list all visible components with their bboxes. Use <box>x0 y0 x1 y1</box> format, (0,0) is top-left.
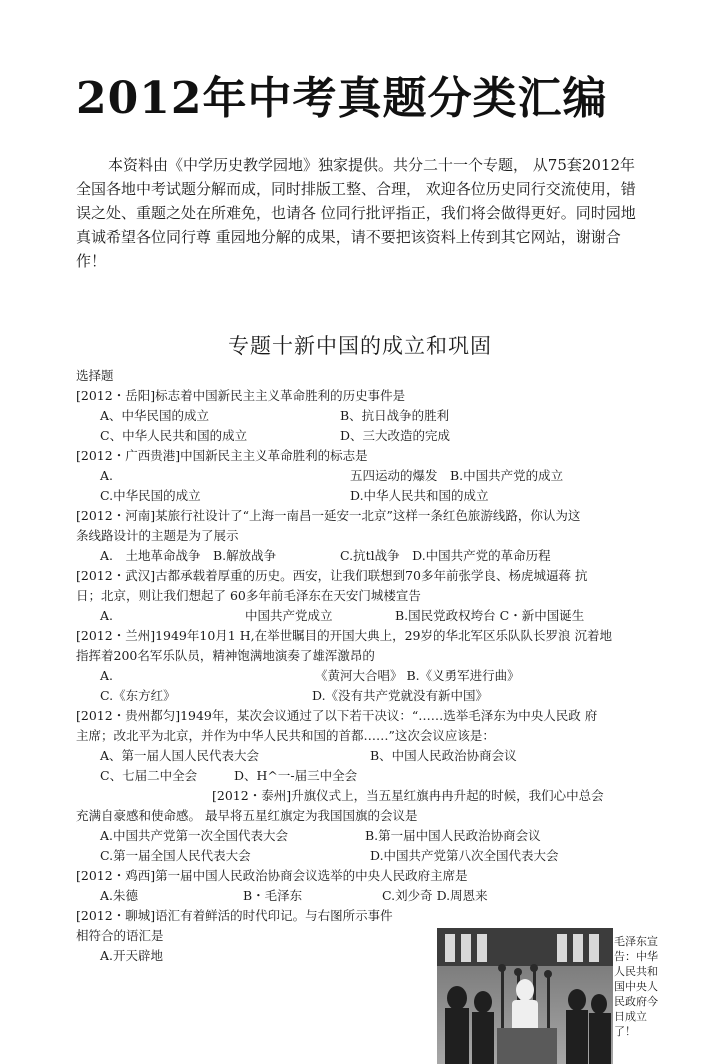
historical-photo <box>437 928 613 1064</box>
text-line <box>0 686 720 706</box>
text-line <box>0 906 720 926</box>
text-line <box>0 646 720 666</box>
text-line <box>0 426 720 446</box>
text-line <box>0 766 720 786</box>
line-text: C.中华民国的成立 <box>100 488 201 503</box>
line-text: 条线路设计的主题是为了展示 <box>76 528 239 543</box>
text-line <box>0 846 720 866</box>
line-text: [2012・岳阳]标志着中国新民主主义革命胜利的历史事件是 <box>76 388 406 403</box>
line-text: C.第一届全国人民代表大会 <box>100 848 251 863</box>
text-line <box>0 446 720 466</box>
line-text: A. 土地革命战争 B.解放战争 <box>100 548 277 563</box>
line-text: 中国共产党成立 <box>245 608 333 623</box>
text-line <box>0 806 720 826</box>
founding-ceremony-photo <box>437 928 613 1064</box>
line-text: 选择题 <box>76 368 114 383</box>
line-text: 充满自豪感和使命感。 最早将五星红旗定为我国国旗的会议是 <box>76 808 418 823</box>
line-text: D、三大改造的完成 <box>340 428 451 443</box>
line-text: B.国民党政权垮台 C・新中国诞生 <box>395 608 585 623</box>
line-text: B.第一届中国人民政治协商会议 <box>365 828 541 843</box>
line-text: 五四运动的爆发 B.中国共产党的成立 <box>350 468 564 483</box>
intro-paragraph <box>76 153 646 273</box>
text-line <box>0 546 720 566</box>
line-text: [2012・河南]某旅行社设计了“上海一南昌一延安一北京”这样一条红色旅游线路，你认为这 <box>76 508 581 523</box>
text-line <box>0 626 720 646</box>
text-line <box>0 666 720 686</box>
line-text: A. <box>100 668 114 683</box>
line-text: D.中华人民共和国的成立 <box>350 488 489 503</box>
text-line <box>0 706 720 726</box>
text-line <box>0 486 720 506</box>
line-text: D.《没有共产党就没有新中国》 <box>312 688 489 703</box>
line-text: A. <box>100 468 114 483</box>
line-text: [2012・鸡西]第一届中国人民政治协商会议选举的中央人民政府主席是 <box>76 868 468 883</box>
document-title: 2012年中考真题分类汇编 <box>76 73 608 124</box>
line-text: C、中华人民共和国的成立 <box>100 428 248 443</box>
text-line <box>0 826 720 846</box>
line-text: B、抗日战争的胜利 <box>340 408 450 423</box>
subject-heading: 专题十新中国的成立和巩固 <box>228 334 492 358</box>
line-text: B、中国人民政治协商会议 <box>370 748 517 763</box>
line-text: A. <box>100 608 114 623</box>
line-text: 日；北京，则让我们想起了 60多年前毛泽东在天安门城楼宣告 <box>76 588 421 603</box>
text-line <box>0 886 720 906</box>
text-line <box>0 866 720 886</box>
text-line <box>0 606 720 626</box>
line-text: [2012・武汉]古都承载着厚重的历史。西安，让我们联想到70多年前张学良、杨虎城逼蒋 抗 <box>76 568 588 583</box>
line-text: A.开天辟地 <box>100 948 164 963</box>
line-text: [2012・广西贵港]中国新民主主义革命胜利的标志是 <box>76 448 368 463</box>
photo-caption: 毛泽东宣告：中华人民共和国中央人民政府今日成立了！ <box>614 935 658 1038</box>
text-line <box>0 586 720 606</box>
line-text: C.《东方红》 <box>100 688 176 703</box>
line-text: 指挥着200名军乐队员，精神饱满地演奏了雄浑激昂的 <box>76 648 375 663</box>
text-line <box>0 506 720 526</box>
question-list <box>0 366 720 966</box>
text-line <box>0 366 720 386</box>
line-text: D.中国共产党第八次全国代表大会 <box>370 848 559 863</box>
text-line <box>0 566 720 586</box>
line-text: C.抗tl战争 D.中国共产党的革命历程 <box>340 548 551 563</box>
line-text: B・毛泽东 <box>243 888 303 903</box>
line-text: C.刘少奇 D.周恩来 <box>382 888 488 903</box>
line-text: [2012・贵州都匀]1949年，某次会议通过了以下若干决议：“……选举毛泽东为中央人民政 府 <box>76 708 598 723</box>
line-text: [2012・兰州]1949年10月1 H,在举世瞩目的开国大典上，29岁的华北军区乐队队长罗浪 沉着地 <box>76 628 612 643</box>
text-line <box>0 786 720 806</box>
text-line <box>0 406 720 426</box>
text-line <box>0 466 720 486</box>
line-text: 相符合的语汇是 <box>76 928 164 943</box>
line-text: 《黄河大合唱》 B.《义勇军进行曲》 <box>315 668 520 683</box>
intro-text: 本资料由《中学历史教学园地》独家提供。共分二十一个专题， 从75套2012年全国各地中考试题分解而成，同时排版工整、合理， 欢迎各位历史同行交流使用，错误之处、重题之处在所难免，也请各 位同行批评指正，我们将会做得更好。同时园地真诚希望各位同行尊 重园地分解的成果，请不要把该资料上传到其它网站，谢谢合作！ <box>76 156 636 270</box>
line-text: A、第一届人国人民代表大会 <box>100 748 260 763</box>
text-line <box>0 746 720 766</box>
line-text: A.朱德 <box>100 888 139 903</box>
text-line <box>0 526 720 546</box>
line-text: [2012・聊城]语汇有着鲜活的时代印记。与右图所示事件 <box>76 908 393 923</box>
line-text: A、中华民国的成立 <box>100 408 210 423</box>
line-text: 主席；改北平为北京，并作为中华人民共和国的首都……”这次会议应该是： <box>76 728 495 743</box>
text-line <box>0 386 720 406</box>
line-text: [2012・泰州]升旗仪式上，当五星红旗冉冉升起的时候，我们心中总会 <box>212 788 604 803</box>
text-line <box>0 726 720 746</box>
line-text: D、H^一-届三中全会 <box>234 768 358 783</box>
line-text: C、七届二中全会 <box>100 768 198 783</box>
line-text: A.中国共产党第一次全国代表大会 <box>100 828 289 843</box>
